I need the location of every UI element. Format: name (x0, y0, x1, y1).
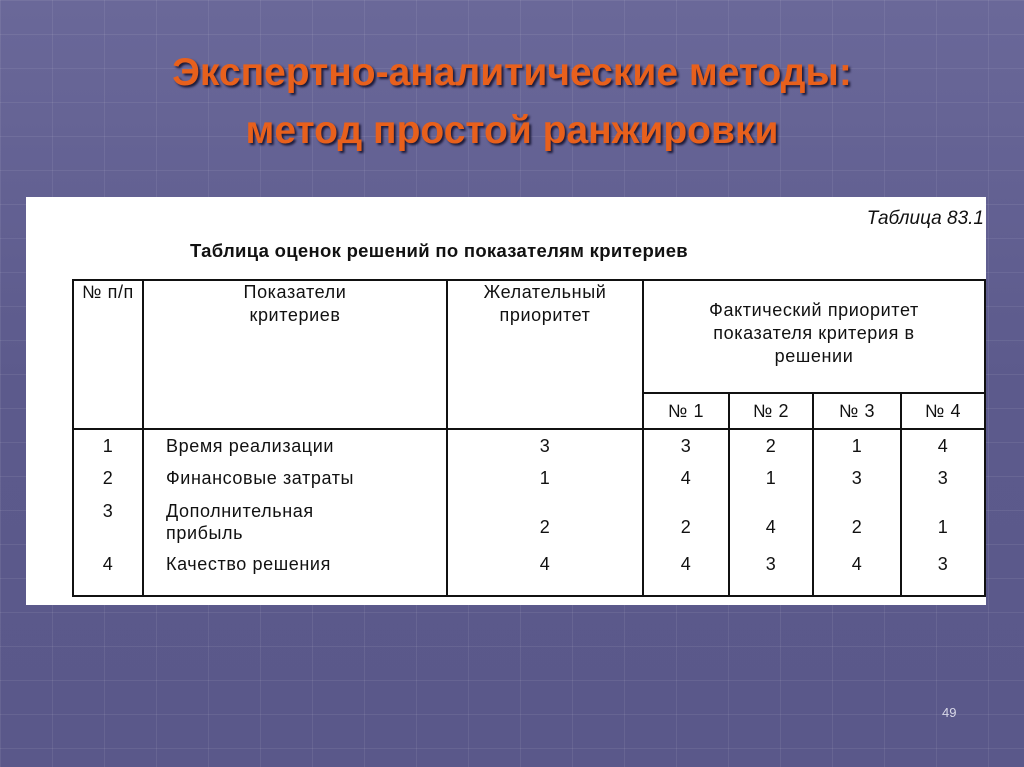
column-solution-1 (643, 429, 729, 596)
header-row (73, 280, 985, 393)
row-2-criterion: Финансовые затраты (166, 468, 355, 488)
row-1-no: 1 (102, 436, 114, 456)
header-no: № п/п (73, 280, 143, 429)
column-criteria (143, 429, 447, 596)
slide-title (0, 44, 1024, 160)
row-4-desired: 4 (539, 554, 551, 574)
row-4-no: 4 (102, 554, 114, 574)
row-3-criterion: Дополнительная прибыль (166, 501, 314, 543)
scanned-table-image (26, 197, 986, 605)
table-caption: Таблица оценок решений по показателям критериев (190, 240, 688, 261)
row-2-solution-4: 3 (937, 468, 949, 488)
row-4-solution-2: 3 (765, 554, 777, 574)
row-3-solution-1: 2 (680, 517, 692, 537)
row-3-no: 3 (102, 501, 114, 521)
row-2-solution-2: 1 (765, 468, 777, 488)
column-solution-2 (729, 429, 813, 596)
slide-title-line-1: Экспертно-аналитические методы: (172, 51, 852, 94)
row-1-solution-3: 1 (851, 436, 863, 456)
row-4-solution-4: 3 (937, 554, 949, 574)
row-2-solution-3: 3 (851, 468, 863, 488)
slide-title-line-2: метод простой ранжировки (245, 109, 779, 152)
row-3-solution-4: 1 (937, 517, 949, 537)
row-4-criterion: Качество решения (166, 554, 331, 574)
row-1-desired: 3 (539, 436, 551, 456)
row-2-solution-1: 4 (680, 468, 692, 488)
row-2-desired: 1 (539, 468, 551, 488)
header-criteria: Показатели критериев (143, 280, 447, 429)
column-desired (447, 429, 643, 596)
page-number: 49 (942, 705, 957, 720)
table-body-row (73, 429, 985, 596)
row-1-solution-4: 4 (937, 436, 949, 456)
row-3-solution-3: 2 (851, 517, 863, 537)
row-3-desired: 2 (539, 517, 551, 537)
header-desired-priority: Желательный приоритет (447, 280, 643, 429)
row-1-solution-2: 2 (765, 436, 777, 456)
row-3-solution-2: 4 (765, 517, 777, 537)
column-solution-4 (901, 429, 985, 596)
header-solution-4: № 4 (901, 393, 985, 429)
row-4-solution-3: 4 (851, 554, 863, 574)
header-solution-1: № 1 (643, 393, 729, 429)
row-1-criterion: Время реализации (166, 436, 335, 456)
header-solution-2: № 2 (729, 393, 813, 429)
column-solution-3 (813, 429, 901, 596)
ranking-table (72, 279, 986, 597)
row-2-no: 2 (102, 468, 114, 488)
table-number: Таблица 83.1 (866, 208, 984, 229)
row-4-solution-1: 4 (680, 554, 692, 574)
column-no (73, 429, 143, 596)
header-actual-priority: Фактический приоритет показателя критерия в решении (643, 280, 985, 393)
row-1-solution-1: 3 (680, 436, 692, 456)
header-solution-3: № 3 (813, 393, 901, 429)
